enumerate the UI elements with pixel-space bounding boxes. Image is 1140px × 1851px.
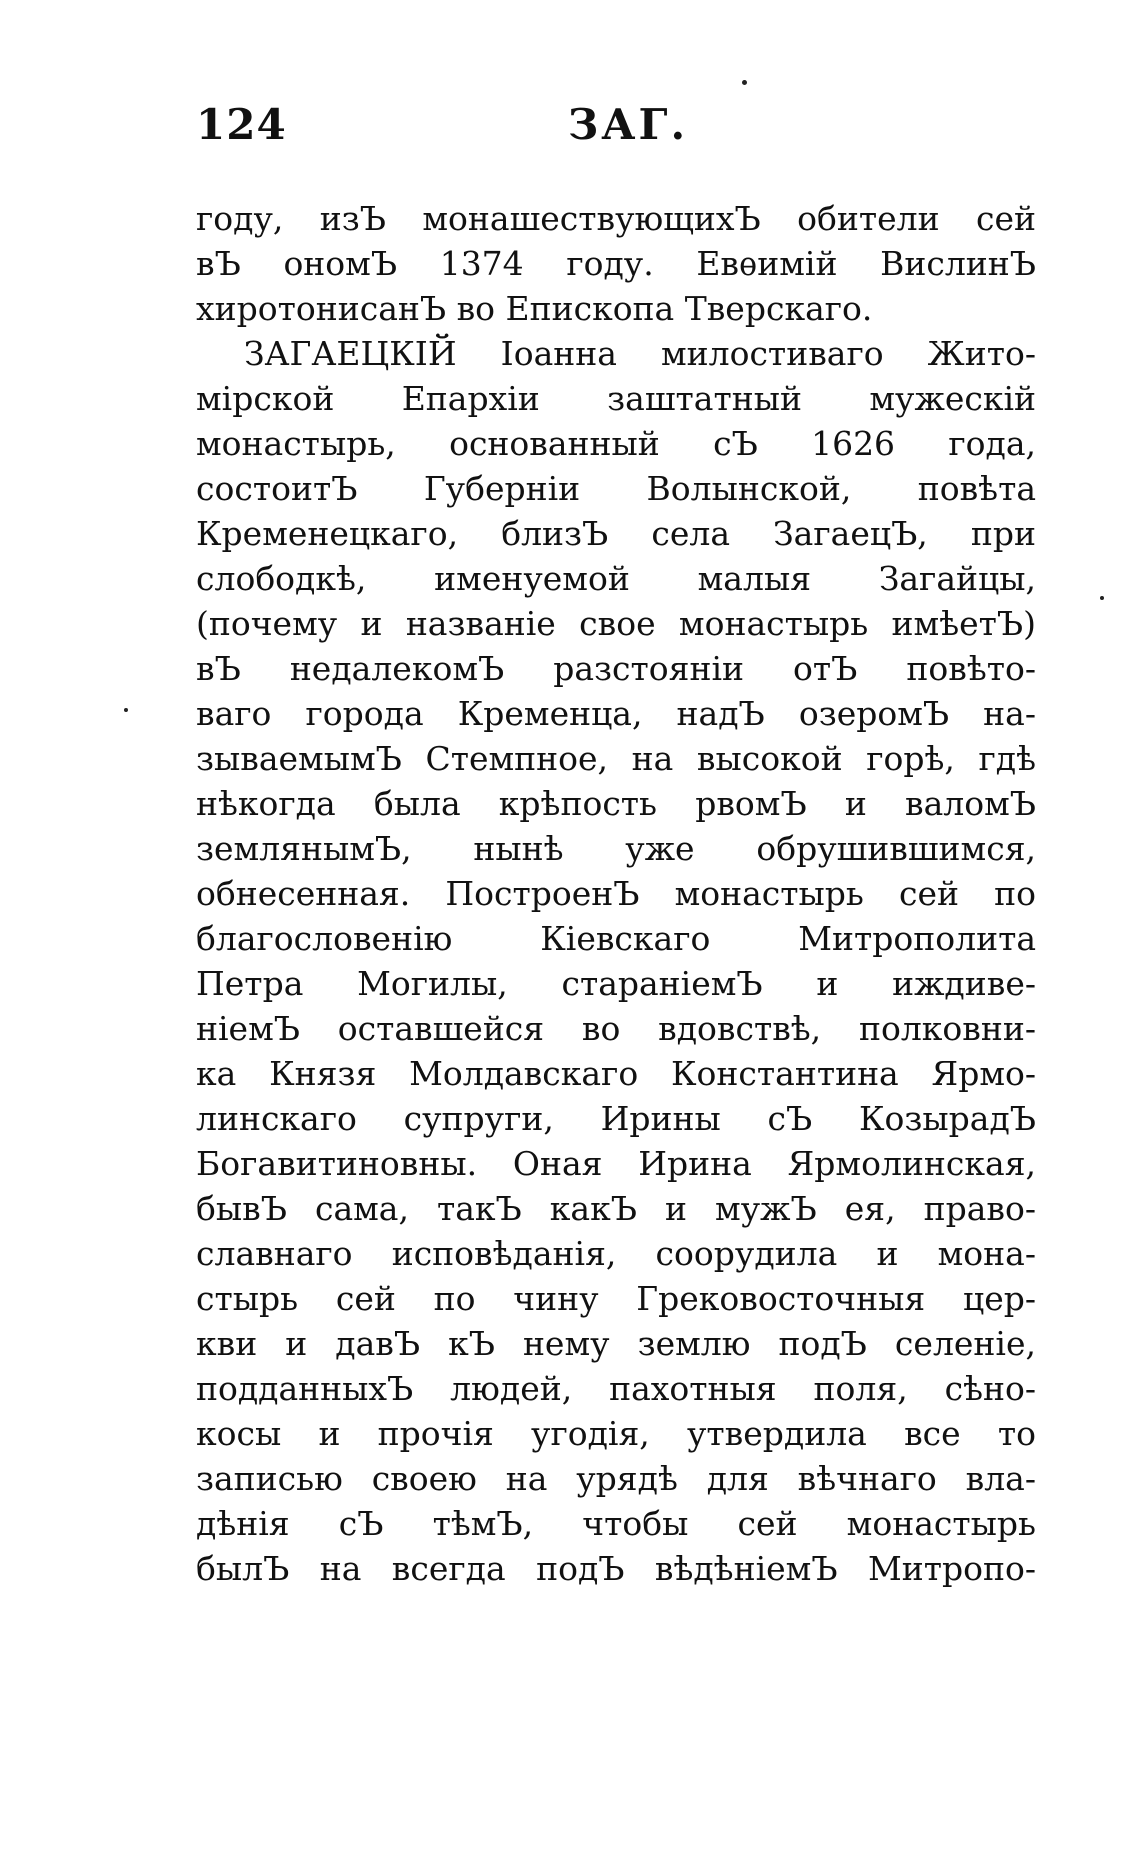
- text-line: (почему и названіе свое монастырь имѣетЪ): [196, 604, 1036, 643]
- text-line: ваго города Кременца, надЪ озеромЪ на-: [196, 694, 1036, 733]
- text-line: Кременецкаго, близЪ села ЗагаецЪ, при: [196, 514, 1036, 553]
- print-speck: [124, 708, 128, 712]
- text-line: ЗАГАЕЦКІЙ Іоанна милостиваго Жито-: [244, 334, 1036, 373]
- text-line: монастырь, основанный сЪ 1626 года,: [196, 424, 1036, 463]
- page-number: 124: [196, 100, 287, 149]
- text-line: косы и прочія угодія, утвердила все то: [196, 1414, 1036, 1453]
- text-line: благословенію Кіевскаго Митрополита: [196, 919, 1036, 958]
- print-speck: [1100, 596, 1104, 600]
- text-line: былЪ на всегда подЪ вѣдѣніемЪ Митропо-: [196, 1549, 1036, 1588]
- text-line: мірской Епархіи заштатный мужескій: [196, 379, 1036, 418]
- text-line: хиротонисанЪ во Епископа Тверскаго.: [196, 289, 873, 328]
- text-line: записью своею на урядѣ для вѣчнаго вла-: [196, 1459, 1036, 1498]
- text-line: вЪ ономЪ 1374 году. Евѳимій ВислинЪ: [196, 244, 1036, 283]
- body-text: [196, 196, 1036, 1591]
- text-line: состоитЪ Губерніи Волынской, повѣта: [196, 469, 1036, 508]
- text-line: ка Князя Молдавскаго Константина Ярмо-: [196, 1054, 1036, 1093]
- print-speck: [742, 80, 747, 85]
- text-line: бывЪ сама, такЪ какЪ и мужЪ ея, право-: [196, 1189, 1036, 1228]
- running-head: ЗАГ.: [568, 100, 689, 149]
- text-line: нѣкогда была крѣпость рвомЪ и валомЪ: [196, 784, 1036, 823]
- text-line: обнесенная. ПостроенЪ монастырь сей по: [196, 874, 1036, 913]
- text-line: слободкѣ, именуемой малыя Загайцы,: [196, 559, 1036, 598]
- text-line: вЪ недалекомЪ разстояніи отЪ повѣто-: [196, 649, 1036, 688]
- text-line: ніемЪ оставшейся во вдовствѣ, полковни-: [196, 1009, 1036, 1048]
- text-line: году, изЪ монашествующихЪ обители сей: [196, 199, 1036, 238]
- text-line: землянымЪ, нынѣ уже обрушившимся,: [196, 829, 1036, 868]
- text-line: стырь сей по чину Грековосточныя цер-: [196, 1279, 1036, 1318]
- text-line: славнаго исповѣданія, соорудила и мона-: [196, 1234, 1036, 1273]
- text-line: подданныхЪ людей, пахотныя поля, сѣно-: [196, 1369, 1036, 1408]
- text-line: зываемымЪ Стемпное, на высокой горѣ, гдѣ: [196, 739, 1036, 778]
- text-line: кви и давЪ кЪ нему землю подЪ селеніе,: [196, 1324, 1036, 1363]
- page-header: [196, 100, 1036, 160]
- text-line: линскаго супруги, Ирины сЪ КозырадЪ: [196, 1099, 1036, 1138]
- text-line: Петра Могилы, стараніемЪ и иждиве-: [196, 964, 1036, 1003]
- text-line: Богавитиновны. Оная Ирина Ярмолинская,: [196, 1144, 1036, 1183]
- text-line: дѣнія сЪ тѣмЪ, чтобы сей монастырь: [196, 1504, 1036, 1543]
